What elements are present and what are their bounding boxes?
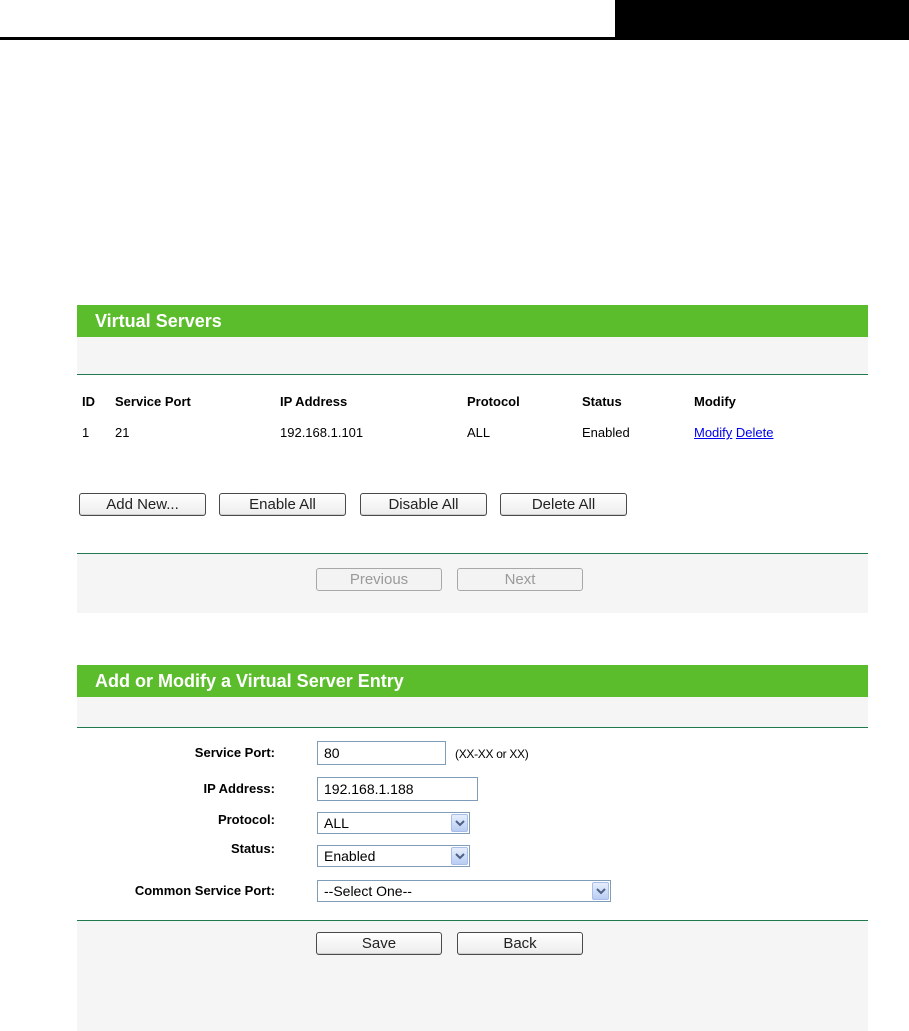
next-button[interactable]: Next <box>457 568 583 591</box>
entry-form-panel <box>77 665 868 1031</box>
protocol-selected: ALL <box>324 815 349 831</box>
cell-actions <box>694 425 774 440</box>
delete-all-button[interactable]: Delete All <box>500 493 627 516</box>
chevron-down-icon[interactable] <box>451 814 468 832</box>
chevron-down-icon[interactable] <box>451 847 468 865</box>
common-service-port-select[interactable] <box>317 880 611 902</box>
cell-service-port: 21 <box>115 425 130 440</box>
ip-address-input[interactable] <box>317 777 478 801</box>
table-header-row <box>77 394 868 414</box>
status-label: Status: <box>230 841 275 856</box>
service-port-hint: (XX-XX or XX) <box>455 747 529 761</box>
page-header-rule <box>0 37 620 40</box>
enable-all-button[interactable]: Enable All <box>219 493 346 516</box>
delete-link[interactable]: Delete <box>735 425 774 440</box>
protocol-select[interactable] <box>317 812 470 834</box>
cell-protocol: ALL <box>467 425 491 440</box>
column-header-status: Status <box>582 394 622 409</box>
virtual-servers-title: Virtual Servers <box>77 305 868 337</box>
column-header-modify: Modify <box>694 394 736 409</box>
cell-status: Enabled <box>582 425 630 440</box>
service-port-input[interactable] <box>317 741 446 765</box>
column-header-id: ID <box>82 394 95 409</box>
add-new-button[interactable]: Add New... <box>79 493 206 516</box>
back-button[interactable]: Back <box>457 932 583 955</box>
divider <box>77 374 868 375</box>
virtual-servers-title-band <box>77 337 868 374</box>
cell-id: 1 <box>82 425 90 440</box>
column-header-protocol: Protocol <box>467 394 520 409</box>
protocol-label: Protocol: <box>217 812 275 827</box>
common-service-port-label: Common Service Port: <box>134 883 275 898</box>
disable-all-button[interactable]: Disable All <box>360 493 487 516</box>
entry-form-title: Add or Modify a Virtual Server Entry <box>77 665 868 697</box>
modify-link[interactable]: Modify <box>694 425 733 440</box>
virtual-servers-panel <box>77 305 868 613</box>
save-button[interactable]: Save <box>316 932 442 955</box>
entry-form-title-band <box>77 697 868 727</box>
divider <box>77 727 868 728</box>
column-header-ip-address: IP Address <box>280 394 348 409</box>
chevron-down-icon[interactable] <box>592 882 609 900</box>
previous-button[interactable]: Previous <box>316 568 442 591</box>
table-row <box>77 425 868 445</box>
status-select[interactable] <box>317 845 470 867</box>
service-port-label: Service Port: <box>194 745 275 760</box>
status-selected: Enabled <box>324 848 376 864</box>
page-header-block <box>615 0 909 40</box>
cell-ip-address: 192.168.1.101 <box>280 425 364 440</box>
ip-address-label: IP Address: <box>203 781 275 796</box>
column-header-service-port: Service Port <box>115 394 191 409</box>
common-service-port-selected: --Select One-- <box>324 883 412 899</box>
